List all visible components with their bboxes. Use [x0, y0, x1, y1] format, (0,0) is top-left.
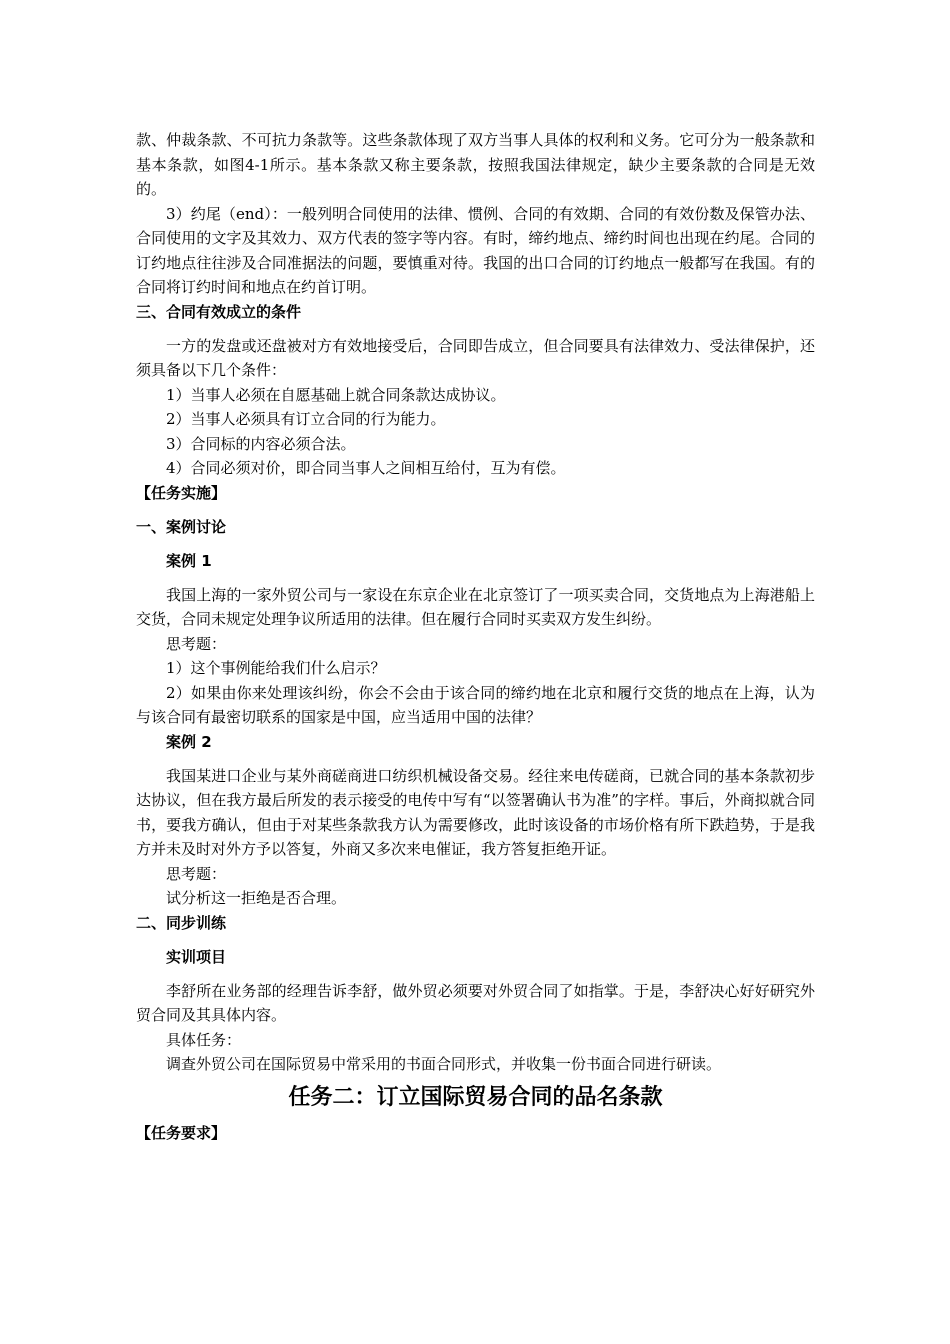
case-1-title: 案例 1 — [166, 551, 212, 570]
heading-task-implementation: 【任务实施】 — [136, 483, 227, 502]
section-heading-validity-conditions: 三、合同有效成立的条件 — [136, 302, 302, 321]
case-1-question-2: 2）如果由你来处理该纠纷，你会不会由于该合同的缔约地在北京和履行交货的地点在上海，认为与该合同有最密切联系的国家是中国，应当适用中国的法律？ — [136, 683, 815, 726]
section-heading-case-discussion: 一、案例讨论 — [136, 517, 227, 536]
training-project-title: 实训项目 — [166, 947, 227, 966]
document-page — [136, 128, 815, 1145]
case-1-question-1: 1）这个事例能给我们什么启示？ — [166, 659, 386, 677]
case-2-question-1: 试分析这一拒绝是否合理。 — [166, 889, 347, 907]
paragraph-contract-end: 3）约尾（end）：一般列明合同使用的法律、惯例、合同的有效期、合同的有效份数及保管办法、合同使用的文字及其效力、双方代表的签字等内容。有时，缔约地点、缔约时间也出现在约尾。合同的订约地点往往涉及合同准据法的问题，要慎重对待。我国的出口合同的订约地点一般都写在我国。有的合同将订约时间和地点在约首订明。 — [136, 204, 815, 296]
heading-task-requirements: 【任务要求】 — [136, 1123, 227, 1142]
training-body: 李舒所在业务部的经理告诉李舒，做外贸必须要对外贸合同了如指掌。于是，李舒决心好好研究外贸合同及其具体内容。 — [136, 981, 815, 1024]
section-heading-sync-training: 二、同步训练 — [136, 913, 227, 932]
task-2-title: 任务二：订立国际贸易合同的品名条款 — [288, 1084, 663, 1110]
training-task-body: 调查外贸公司在国际贸易中常采用的书面合同形式，并收集一份书面合同进行研读。 — [166, 1055, 722, 1073]
training-task-label: 具体任务： — [166, 1030, 242, 1049]
case-2-question-label: 思考题： — [166, 864, 227, 883]
list-item-condition-2: 2）当事人必须具有订立合同的行为能力。 — [166, 410, 446, 428]
list-item-condition-3: 3）合同标的内容必须合法。 — [166, 434, 356, 453]
case-2-title: 案例 2 — [166, 732, 212, 751]
list-item-condition-1: 1）当事人必须在自愿基础上就合同条款达成协议。 — [166, 385, 506, 404]
case-1-question-label: 思考题： — [166, 634, 227, 653]
paragraph-validity-intro: 一方的发盘或还盘被对方有效地接受后，合同即告成立，但合同要具有法律效力、受法律保护，还须具备以下几个条件： — [136, 336, 815, 379]
paragraph-contract-body-clauses: 款、仲裁条款、不可抗力条款等。这些条款体现了双方当事人具体的权利和义务。它可分为一般条款和基本条款，如图4-1所示。基本条款又称主要条款，按照我国法律规定，缺少主要条款的合同是无效的。 — [136, 131, 815, 198]
list-item-condition-4: 4）合同必须对价，即合同当事人之间相互给付，互为有偿。 — [166, 459, 566, 477]
case-2-body: 我国某进口企业与某外商磋商进口纺织机械设备交易。经往来电传磋商，已就合同的基本条款初步达协议，但在我方最后所发的表示接受的电传中写有“以签署确认书为准”的字样。事后，外商拟就合同书，要我方确认，但由于对某些条款我方认为需要修改，此时该设备的市场价格有所下跌趋势，于是我方并未及时对外方予以答复，外商又多次来电催证，我方答复拒绝开证。 — [136, 766, 815, 858]
case-1-body: 我国上海的一家外贸公司与一家设在东京企业在北京签订了一项买卖合同，交货地点为上海港船上交货，合同未规定处理争议所适用的法律。但在履行合同时买卖双方发生纠纷。 — [136, 585, 815, 628]
